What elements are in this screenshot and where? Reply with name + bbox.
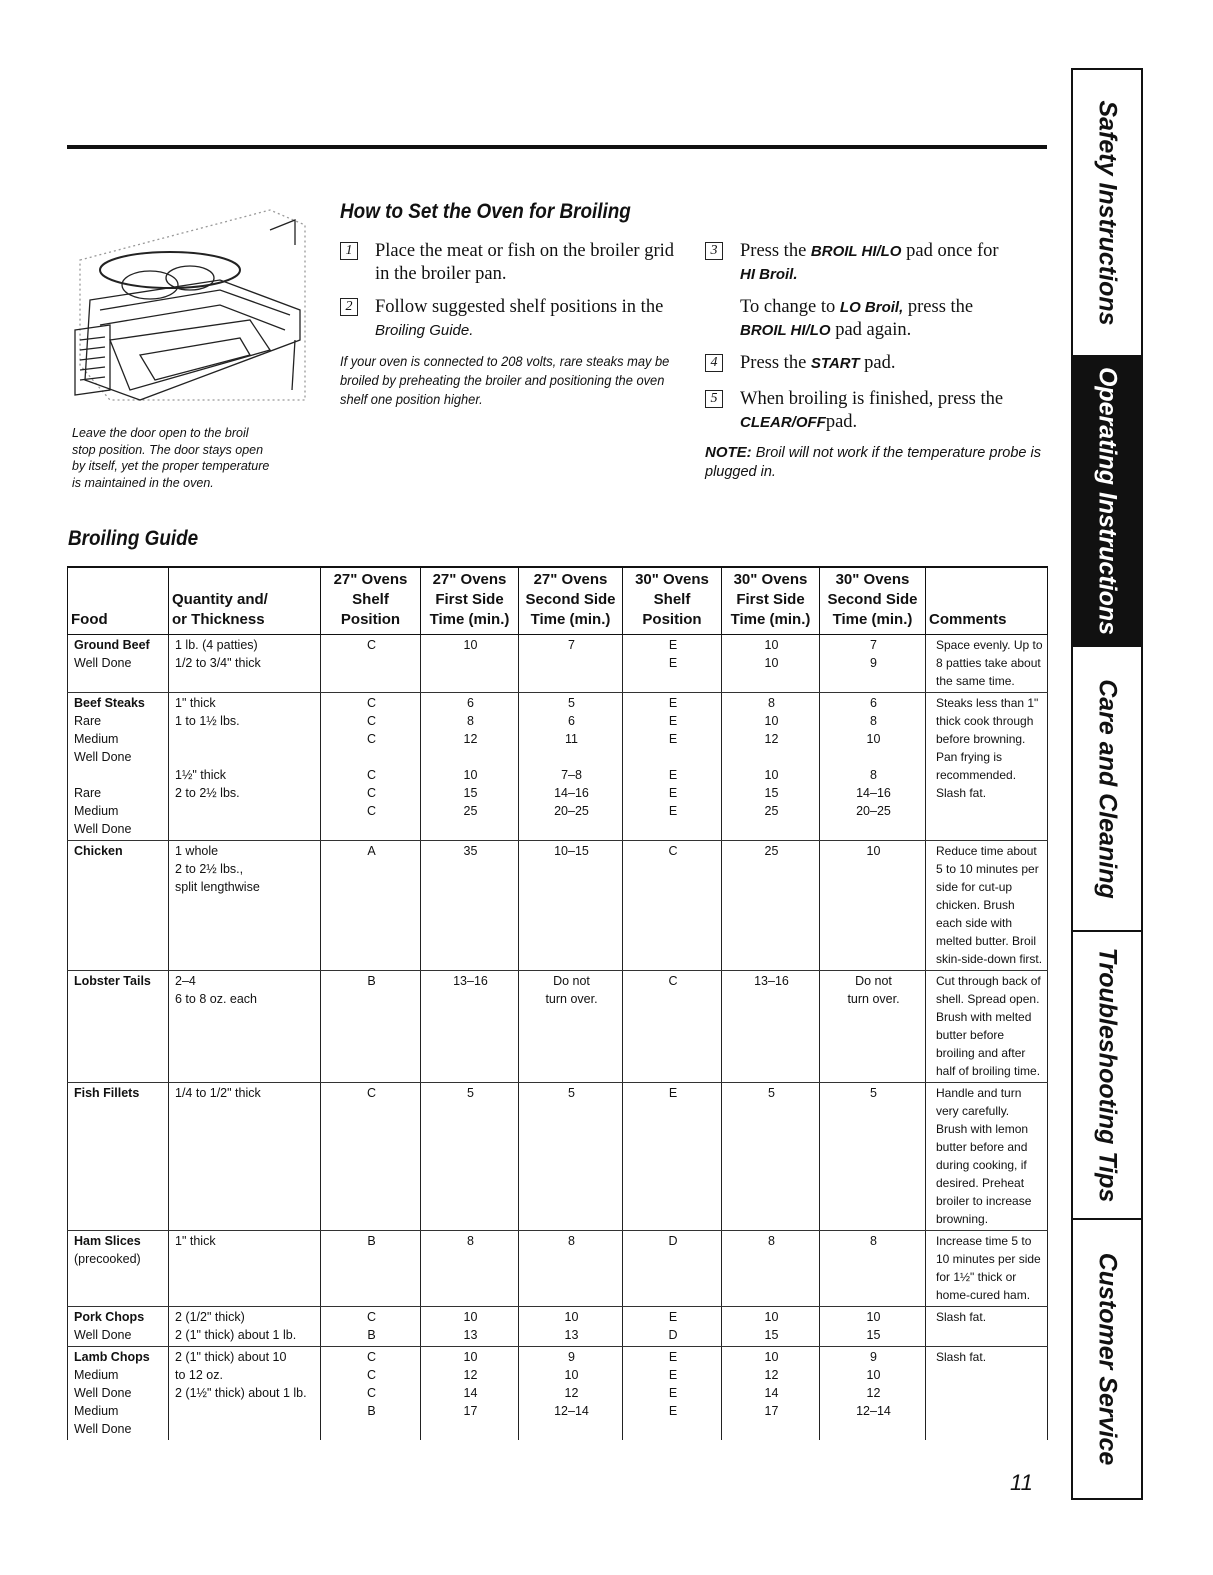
food-name: Lobster Tails [74, 974, 151, 988]
s30-cell: D [623, 1231, 722, 1307]
step-text: press the [903, 297, 974, 317]
quantity-cell [169, 1307, 321, 1347]
table-row [68, 1347, 1048, 1441]
s27-cell: C B [321, 1307, 421, 1347]
tab-label: Safety Instructions [1093, 99, 1122, 326]
step-text: Press the [740, 241, 811, 261]
quantity-cell [169, 971, 321, 1083]
n30-cell: 10 15 [820, 1307, 926, 1347]
f30-cell: 5 [722, 1083, 820, 1231]
s27-cell: B [321, 1231, 421, 1307]
s30-cell: E E E E [623, 1347, 722, 1441]
s30-cell: E D [623, 1307, 722, 1347]
f30-cell: 13–16 [722, 971, 820, 1083]
table-row [68, 693, 1048, 841]
quantity-text: 2–4 6 to 8 oz. each [175, 974, 258, 1006]
food-cell [68, 1231, 169, 1307]
step-number: 1 [340, 242, 358, 260]
n30-cell: 6 8 10 8 14–16 20–25 [820, 693, 926, 841]
n27-cell: 5 [519, 1083, 623, 1231]
caption-line: is maintained in the oven. [72, 475, 214, 490]
food-doneness: (precooked) [74, 1252, 141, 1266]
quantity-cell [169, 1083, 321, 1231]
step-number: 4 [705, 354, 723, 372]
col-header: 30" Ovens Second Side Time (min.) [820, 567, 926, 635]
col-header: Comments [926, 567, 1048, 635]
step-number: 5 [705, 390, 723, 408]
col-header: 30" Ovens Shelf Position [623, 567, 722, 635]
quantity-text: 1 lb. (4 patties) 1/2 to 3/4" thick [175, 638, 261, 670]
step-3 [705, 240, 1045, 286]
n27-cell: 10–15 [519, 841, 623, 971]
food-name: Fish Fillets [74, 1086, 140, 1100]
s27-cell: C C C B [321, 1347, 421, 1441]
food-cell [68, 971, 169, 1083]
quantity-cell [169, 693, 321, 841]
f27-cell: 13–16 [421, 971, 519, 1083]
quantity-cell [169, 1347, 321, 1441]
illustration-caption [72, 425, 332, 491]
hi-broil-label: HI Broil. [740, 266, 798, 283]
food-cell [68, 693, 169, 841]
food-name: Chicken [74, 844, 123, 858]
f30-cell: 8 10 12 10 15 25 [722, 693, 820, 841]
quantity-text: 2 (1" thick) about 10 to 12 oz. 2 (1½" thick) about 1 lb. [175, 1350, 307, 1400]
n27-cell: 10 13 [519, 1307, 623, 1347]
f27-cell: 10 13 [421, 1307, 519, 1347]
broil-hilo-key: BROIL HI/LO [740, 322, 831, 339]
caption-line: Leave the door open to the broil [72, 426, 249, 440]
s30-cell: E [623, 1083, 722, 1231]
food-name: Lamb Chops [74, 1350, 150, 1364]
food-name: Ground Beef [74, 638, 150, 652]
food-doneness: Medium Well Done Medium Well Done [74, 1368, 132, 1436]
step-text: pad. [859, 353, 896, 373]
quantity-cell [169, 1231, 321, 1307]
step-number: 3 [705, 242, 723, 260]
comments-cell: Slash fat. [926, 1307, 1048, 1347]
food-doneness: Well Done [74, 1328, 132, 1342]
step-text: When broiling is finished, press the [740, 389, 1004, 409]
f27-cell: 5 [421, 1083, 519, 1231]
step-text: Follow suggested shelf positions in the [375, 297, 664, 317]
step-text: pad once for [901, 241, 999, 261]
quantity-text: 1 whole 2 to 2½ lbs., split lengthwise [175, 844, 260, 894]
n27-cell: 5 6 11 7–8 14–16 20–25 [519, 693, 623, 841]
f30-cell: 10 12 14 17 [722, 1347, 820, 1441]
food-doneness: Well Done [74, 656, 132, 670]
broiling-guide-table [67, 566, 1048, 1440]
table-row [68, 1307, 1048, 1347]
n27-cell: 8 [519, 1231, 623, 1307]
food-cell [68, 1083, 169, 1231]
tab-safety-instructions[interactable] [1073, 70, 1141, 357]
tab-operating-instructions[interactable] [1073, 357, 1141, 647]
step-text: Place the meat or fish on the broiler grid in the broiler pan. [375, 241, 674, 284]
tab-label: Customer Service [1093, 1252, 1122, 1466]
start-key: START [810, 355, 860, 372]
step-text: Press the [740, 353, 811, 373]
side-tabs [1071, 68, 1143, 1500]
quantity-text: 1" thick 1 to 1½ lbs. 1½" thick 2 to 2½ lbs. [175, 696, 240, 800]
f27-cell: 10 [421, 635, 519, 693]
comments-cell: Cut through back of shell. Spread open. Brush with melted butter before broiling and after half of broiling time. [926, 971, 1048, 1083]
s27-cell: C [321, 1083, 421, 1231]
f30-cell: 8 [722, 1231, 820, 1307]
s27-cell: B [321, 971, 421, 1083]
table-row [68, 841, 1048, 971]
col-header: 30" Ovens First Side Time (min.) [722, 567, 820, 635]
n30-cell: Do not turn over. [820, 971, 926, 1083]
comments-cell: Steaks less than 1" thick cook through before browning. Pan frying is recommended. Slash fat. [926, 693, 1048, 841]
page-number: 11 [1010, 1470, 1033, 1495]
oven-broil-illustration [70, 190, 315, 415]
food-name: Ham Slices [74, 1234, 141, 1248]
table-row [68, 971, 1048, 1083]
n30-cell: 9 10 12 12–14 [820, 1347, 926, 1441]
s27-cell: C [321, 635, 421, 693]
s30-cell: C [623, 841, 722, 971]
step-1 [340, 240, 690, 286]
f30-cell: 10 15 [722, 1307, 820, 1347]
caption-line: stop position. The door stays open [72, 442, 264, 457]
n27-cell: 7 [519, 635, 623, 693]
step-text: To change to [740, 297, 840, 317]
s30-cell: E E E E E E [623, 693, 722, 841]
step-4 [705, 352, 1045, 375]
n30-cell: 7 9 [820, 635, 926, 693]
broiling-guide-ref: Broiling Guide. [375, 322, 474, 339]
comments-cell: Increase time 5 to 10 minutes per side for 1½" thick or home-cured ham. [926, 1231, 1048, 1307]
tab-label: Troubleshooting Tips [1093, 947, 1122, 1203]
food-name: Beef Steaks [74, 696, 145, 710]
n27-cell: Do not turn over. [519, 971, 623, 1083]
clear-off-key: CLEAR/OFF [740, 414, 826, 431]
comments-cell: Slash fat. [926, 1347, 1048, 1441]
col-header: Food [68, 567, 169, 635]
note-label: NOTE: [705, 444, 752, 461]
s30-cell: C [623, 971, 722, 1083]
broil-hilo-key: BROIL HI/LO [810, 243, 902, 260]
quantity-text: 1" thick [175, 1234, 216, 1248]
table-header-row [68, 567, 1048, 635]
comments-cell: Reduce time about 5 to 10 minutes per side for cut-up chicken. Brush each side with melted butter. Broil skin-side-down first. [926, 841, 1048, 971]
broiling-guide-title: Broiling Guide [68, 527, 199, 550]
food-cell [68, 1347, 169, 1441]
tab-label: Operating Instructions [1093, 366, 1122, 636]
quantity-cell [169, 635, 321, 693]
tab-troubleshooting-tips[interactable] [1073, 932, 1141, 1220]
section-title: How to Set the Oven for Broiling [340, 200, 631, 223]
caption-line: by itself, yet the proper temperature [72, 459, 270, 473]
comments-cell: Handle and turn very carefully. Brush with lemon butter before and during cooking, if desired. Preheat broiler to increase browning. [926, 1083, 1048, 1231]
table-row [68, 1083, 1048, 1231]
n27-cell: 9 10 12 12–14 [519, 1347, 623, 1441]
f27-cell: 8 [421, 1231, 519, 1307]
s30-cell: E E [623, 635, 722, 693]
top-rule [67, 145, 1047, 149]
f27-cell: 35 [421, 841, 519, 971]
lo-broil-instruction [705, 296, 1045, 342]
food-doneness: Rare Medium Well Done Rare Medium Well Done [74, 714, 132, 836]
table-row [68, 1231, 1048, 1307]
col-header: 27" Ovens Second Side Time (min.) [519, 567, 623, 635]
tab-customer-service[interactable] [1073, 1220, 1141, 1498]
f27-cell: 10 12 14 17 [421, 1347, 519, 1441]
food-cell [68, 635, 169, 693]
step-number: 2 [340, 298, 358, 316]
f30-cell: 25 [722, 841, 820, 971]
f27-cell: 6 8 12 10 15 25 [421, 693, 519, 841]
tab-label: Care and Cleaning [1093, 678, 1122, 899]
food-name: Pork Chops [74, 1310, 145, 1324]
step-text: pad again. [830, 320, 912, 340]
quantity-cell [169, 841, 321, 971]
comments-cell: Space evenly. Up to 8 patties take about the same time. [926, 635, 1048, 693]
quantity-text: 2 (1/2" thick) 2 (1" thick) about 1 lb. [175, 1310, 297, 1342]
col-header: 27" Ovens First Side Time (min.) [421, 567, 519, 635]
table-row [68, 635, 1048, 693]
step-5 [705, 388, 1045, 434]
food-cell [68, 841, 169, 971]
food-cell [68, 1307, 169, 1347]
probe-note [705, 443, 1045, 482]
voltage-note: If your oven is connected to 208 volts, rare steaks may be broiled by preheating the broiler and positioning the oven shelf one position higher. [340, 353, 670, 407]
n30-cell: 5 [820, 1083, 926, 1231]
n30-cell: 8 [820, 1231, 926, 1307]
tab-care-and-cleaning[interactable] [1073, 647, 1141, 932]
col-header: 27" Ovens Shelf Position [321, 567, 421, 635]
f30-cell: 10 10 [722, 635, 820, 693]
col-header: Quantity and/ or Thickness [169, 567, 321, 635]
s27-cell: A [321, 841, 421, 971]
s27-cell: C C C C C C [321, 693, 421, 841]
n30-cell: 10 [820, 841, 926, 971]
lo-broil-label: LO Broil, [839, 299, 904, 316]
step-text: pad. [825, 412, 858, 432]
quantity-text: 1/4 to 1/2" thick [175, 1086, 261, 1100]
step-2 [340, 296, 690, 342]
note-text: Broil will not work if the temperature probe is plugged in. [705, 445, 1041, 480]
